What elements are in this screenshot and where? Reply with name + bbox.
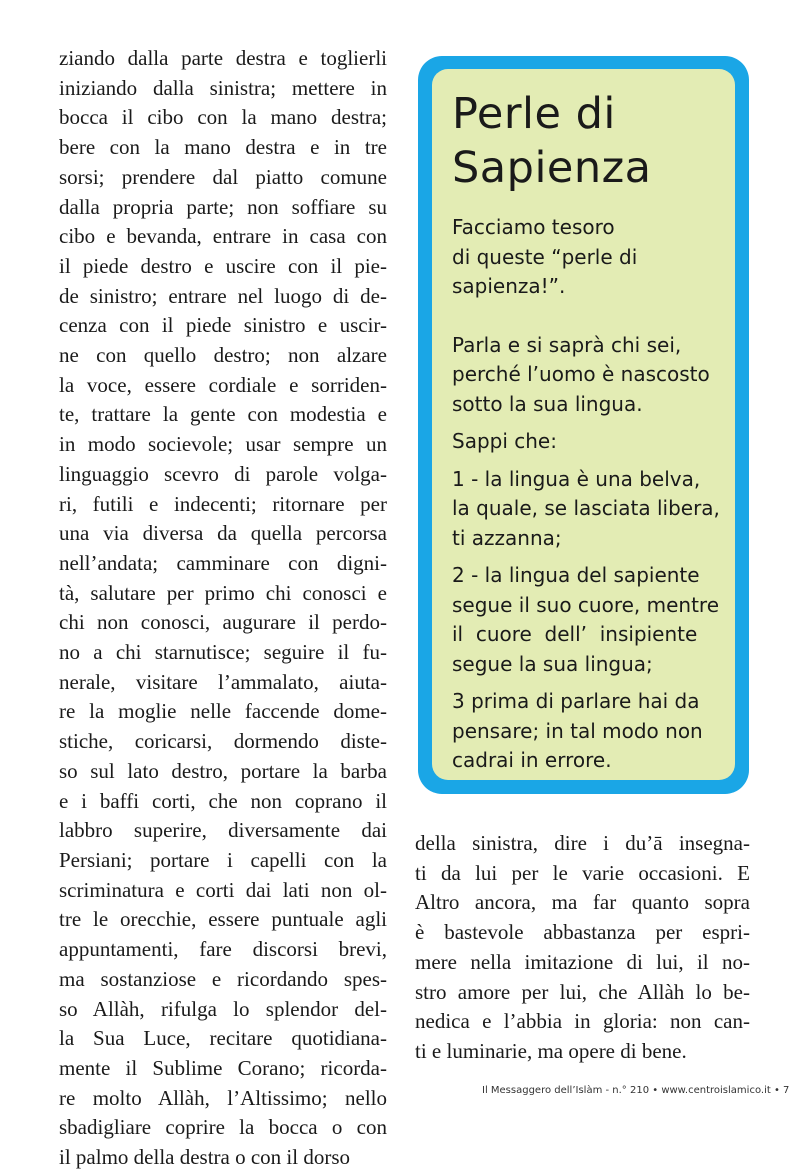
text-line: ti e luminarie, ma opere di bene. — [415, 1038, 687, 1063]
text-line: Persiani; portare i capelli con la — [59, 847, 387, 872]
text-line: appuntamenti, fare discorsi brevi, — [59, 937, 387, 962]
text-line: stro amore per lui, che Allàh lo be- — [415, 979, 750, 1004]
wisdom-box-frame — [418, 56, 749, 794]
text-line: mente il Sublime Corano; ricorda- — [59, 1055, 387, 1080]
text-line: in modo socievole; usar sempre un — [59, 432, 387, 457]
box-line: 2 - la lingua del sapiente — [452, 563, 700, 587]
box-title — [452, 87, 735, 195]
wisdom-box-panel — [432, 69, 735, 780]
text-line: ne con quello destro; non alzare — [59, 343, 387, 368]
text-line: chi non conosci, augurare il perdo- — [59, 610, 387, 635]
text-line: ti da lui per le varie occasioni. E — [415, 860, 750, 885]
text-line: sbadigliare coprire la bocca o con — [59, 1115, 387, 1140]
text-line: de sinistro; entrare nel luogo di de- — [59, 283, 387, 308]
text-line: nedica e l’abbia in gloria: non can- — [415, 1009, 750, 1034]
text-line: so sul lato destro, portare la barba — [59, 758, 387, 783]
box-line: perché l’uomo è nascosto — [452, 362, 710, 386]
box-line: Facciamo tesoro — [452, 215, 615, 239]
box-line: pensare; in tal modo non — [452, 718, 703, 743]
left-text-column — [59, 44, 387, 1173]
page-footer: Il Messaggero dell’Islàm - n.° 210 • www.centroislamico.it • 7 — [482, 1085, 790, 1096]
text-line: ma sostanziose e ricordando spes- — [59, 966, 387, 991]
box-line: sotto la sua lingua. — [452, 391, 643, 416]
box-line: il cuore dell’ insipiente — [452, 622, 698, 646]
box-item-1 — [452, 465, 735, 554]
box-line: Parla e si saprà chi sei, — [452, 332, 682, 357]
box-title-line: Sapienza — [452, 143, 652, 193]
box-line: di queste “perle di — [452, 244, 638, 269]
text-line: re molto Allàh, l’Altissimo; nello — [59, 1085, 387, 1110]
text-line: della sinistra, dire i du’ā insegna- — [415, 831, 750, 855]
text-line: dalla propria parte; non soffiare su — [59, 194, 387, 219]
box-title-line: Perle di — [452, 89, 616, 139]
text-line: cenza con il piede sinistro e uscir- — [59, 313, 387, 338]
text-line: bocca il cibo con la mano destra; — [59, 105, 387, 130]
box-line: la quale, se lasciata libera, — [452, 496, 720, 520]
text-line: e i baffi corti, che non coprano il — [59, 788, 387, 813]
box-line: Sappi che: — [452, 429, 557, 453]
text-line: sorsi; prendere dal piatto comune — [59, 164, 387, 189]
text-line: il piede destro e uscire con il pie- — [59, 253, 387, 278]
box-intro — [452, 213, 735, 302]
text-line: te, trattare la gente con modestia e — [59, 402, 387, 427]
box-line: segue la sua lingua; — [452, 651, 653, 676]
text-line: tre le orecchie, essere puntuale agli — [59, 907, 387, 932]
text-line: bere con la mano destra e in tre — [59, 135, 387, 160]
text-line: la voce, essere cordiale e sorriden- — [59, 372, 387, 397]
text-line: scriminatura e corti dai lati non ol- — [59, 877, 387, 902]
text-line: re la moglie nelle faccende dome- — [59, 699, 387, 724]
text-line: cibo e bevanda, entrare in casa con — [59, 224, 387, 249]
text-line: so Allàh, rifulga lo splendor del- — [59, 996, 387, 1021]
text-line: nell’andata; camminare con digni- — [59, 550, 387, 575]
box-know — [452, 427, 735, 457]
text-line: no a chi starnutisce; seguire il fu- — [59, 640, 387, 665]
text-line: mere nella imitazione di lui, il no- — [415, 949, 750, 974]
text-line: Altro ancora, ma far quanto sopra — [415, 890, 750, 915]
box-item-3 — [452, 687, 735, 776]
box-line: ti azzanna; — [452, 525, 562, 550]
bottom-text-column — [415, 829, 750, 1067]
text-line: tà, salutare per primo chi conosci e — [59, 580, 387, 605]
box-line: segue il suo cuore, mentre — [452, 592, 720, 617]
box-line: sapienza!”. — [452, 274, 566, 298]
text-line: la Sua Luce, recitare quotidiana- — [59, 1026, 387, 1051]
text-line: il palmo della destra o con il dorso — [59, 1145, 351, 1170]
text-line: linguaggio scevro di parole volga- — [59, 461, 387, 486]
box-line: 1 - la lingua è una belva, — [452, 466, 701, 491]
text-line: nerale, visitare l’ammalato, aiuta- — [59, 669, 387, 694]
text-line: iniziando dalla sinistra; mettere in — [59, 75, 387, 100]
text-line: è bastevole abbastanza per espri- — [415, 920, 750, 945]
text-line: ri, futili e indecenti; ritornare per — [59, 491, 387, 516]
box-line: cadrai in errore. — [452, 748, 612, 772]
text-line: labbro superire, diversamente dai — [59, 818, 387, 843]
text-line: una via diversa da quella percorsa — [59, 521, 387, 546]
text-line: ziando dalla parte destra e toglierli — [59, 46, 387, 70]
text-line: stiche, coricarsi, dormendo diste- — [59, 729, 387, 754]
box-item-2 — [452, 561, 735, 679]
box-line: 3 prima di parlare hai da — [452, 689, 700, 713]
box-quote — [452, 331, 735, 420]
